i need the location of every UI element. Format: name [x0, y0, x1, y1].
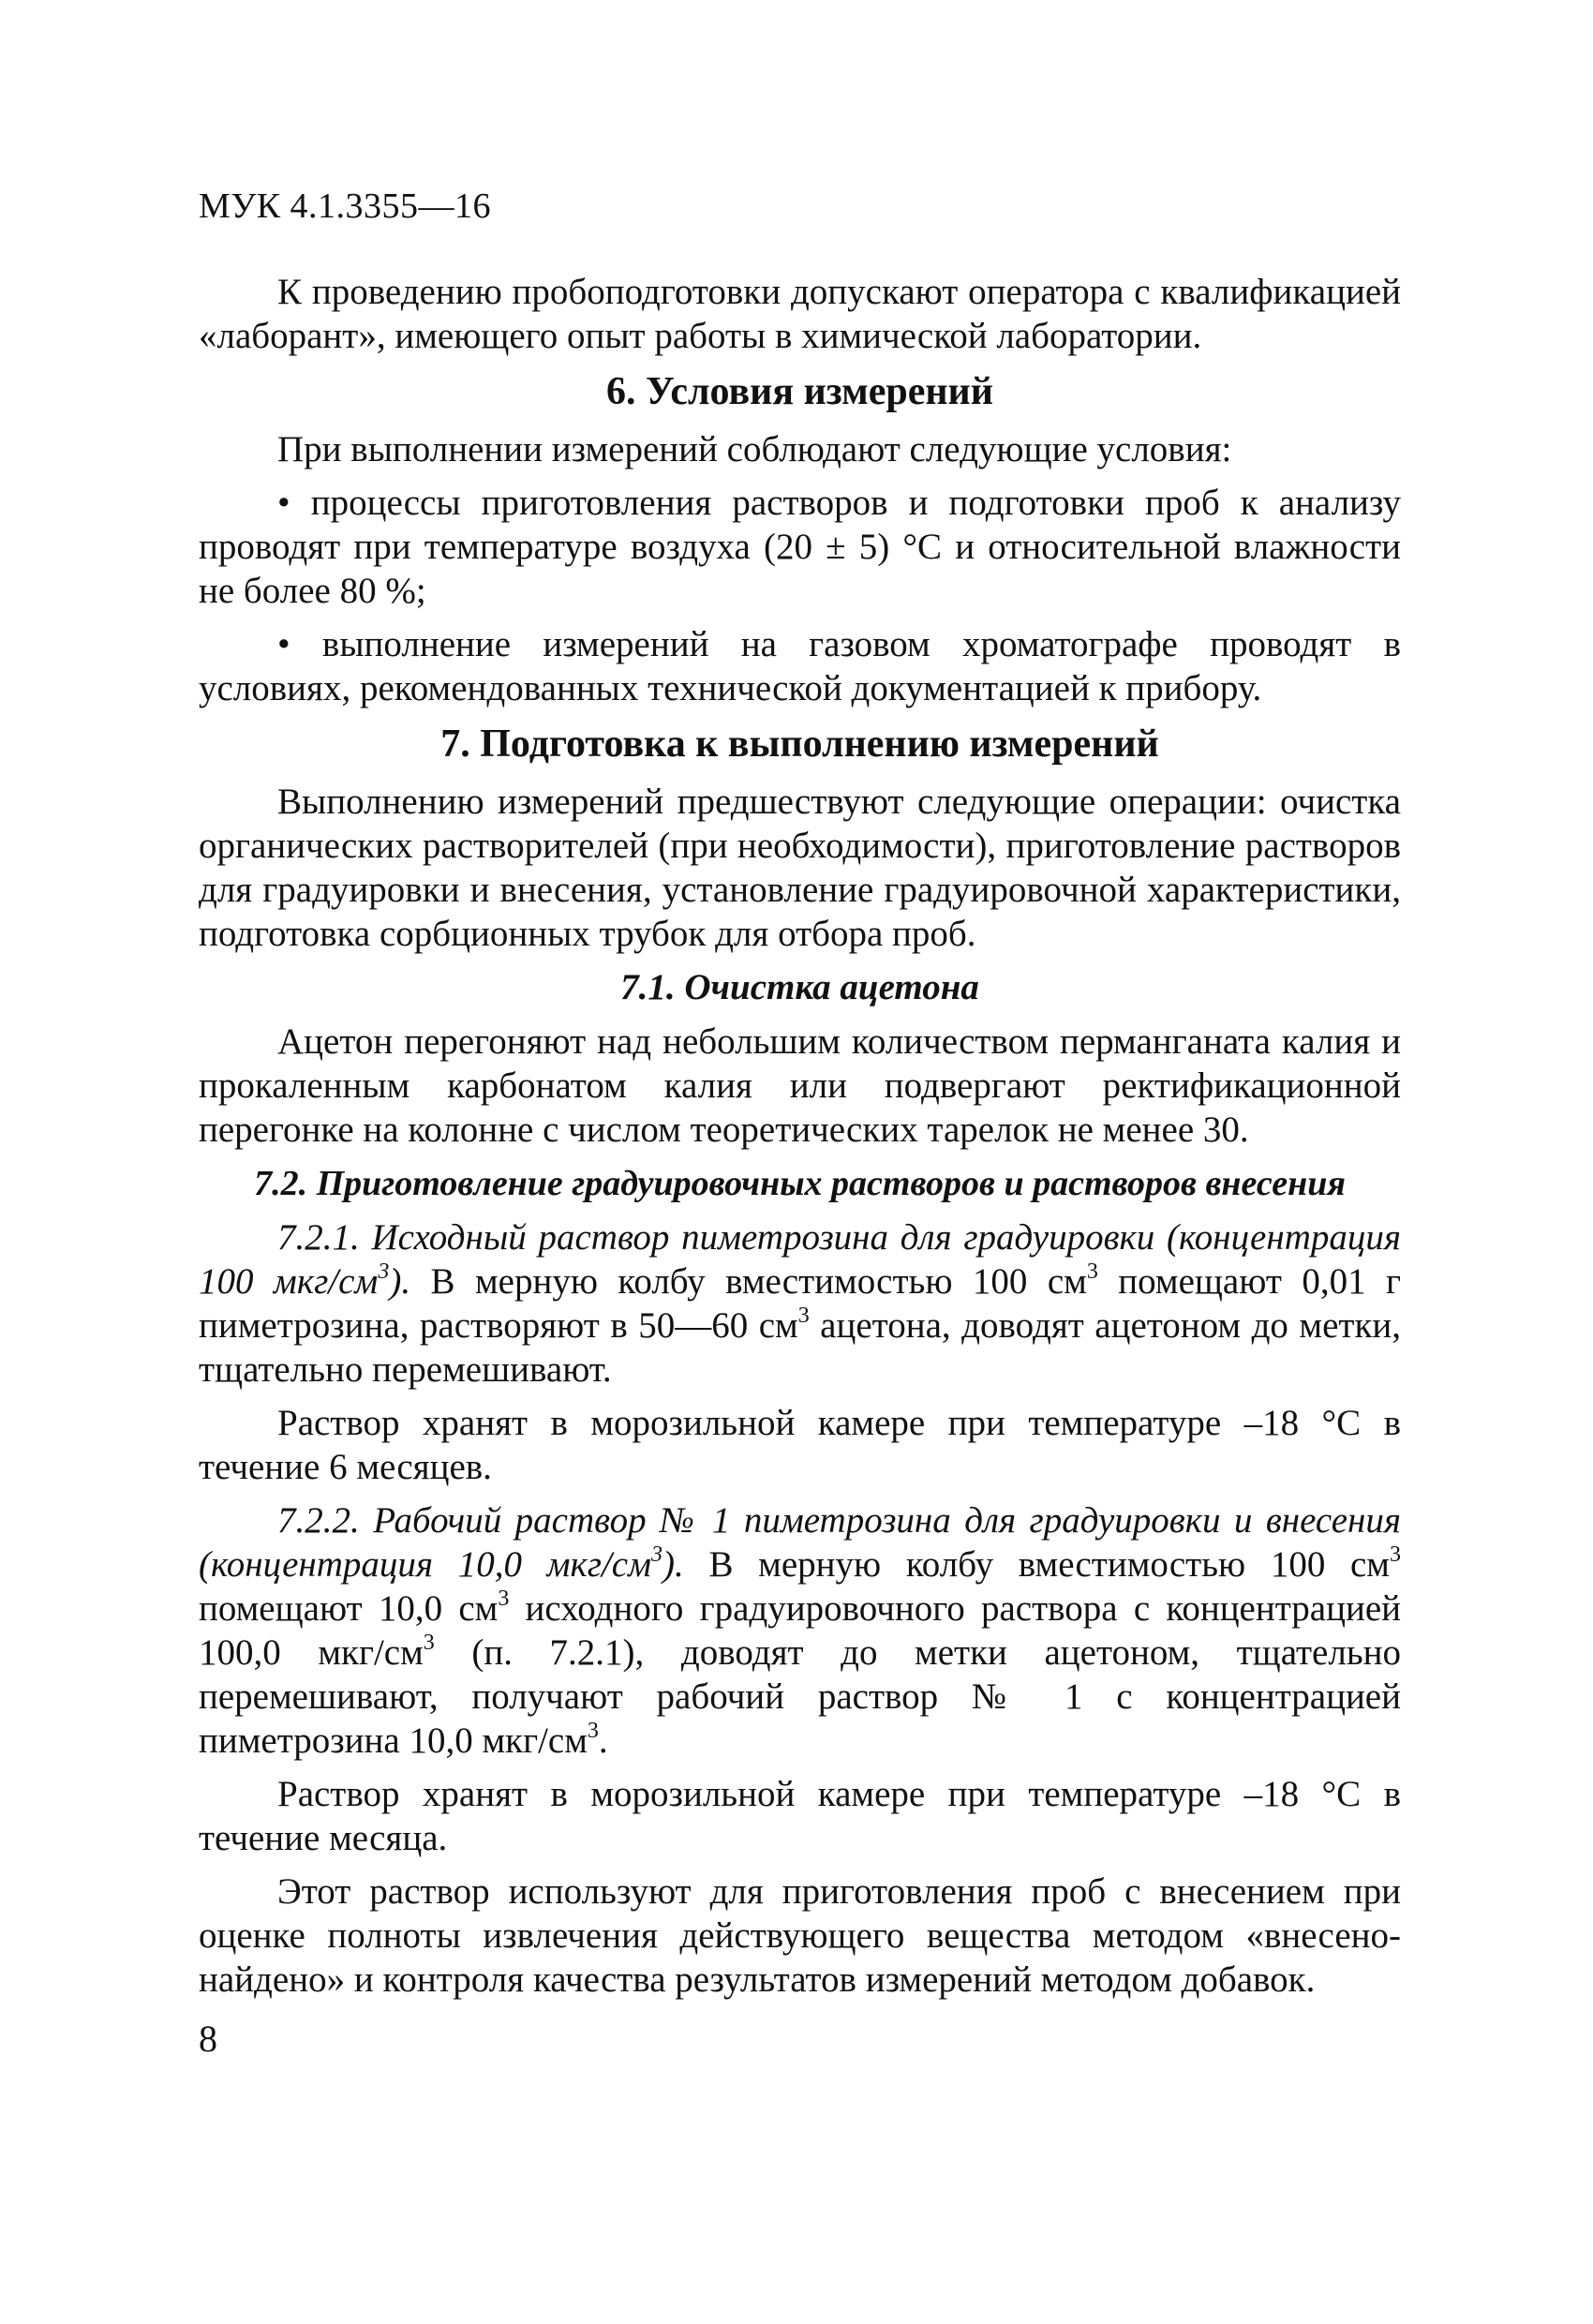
section-7-title: 7. Подготовка к выполнению измерений — [440, 723, 1159, 766]
section-7-2-2-text-b: помещают 10,0 см — [199, 1588, 499, 1629]
superscript-3: 3 — [797, 1304, 810, 1328]
section-7-2-1-heading-text: 7.2.1. Исходный раствор пиметрозина для градуировки (концентрация 100 мкг/см — [199, 1217, 1401, 1302]
superscript-3: 3 — [651, 1542, 663, 1567]
section-7-2-2-text-c: исходного градуировочного раствора с концентрацией 100,0 мкг/см — [199, 1588, 1401, 1673]
page-body — [199, 270, 1401, 2011]
section-7-2-2-text-a: В мерную колбу вместимостью 100 см — [683, 1544, 1390, 1585]
section-7-2-1-storage: Раствор хранят в морозильной камере при температуре –18 °С в течение 6 месяцев. — [199, 1403, 1401, 1487]
section-7-lead: Выполнению измерений предшествуют следующие операции: очистка органических растворителей (при необходимости), приготовление растворов для градуировки и внесения, установление градуировочной характеристики, подготовка сорбционных трубок для отбора проб. — [199, 782, 1401, 954]
section-7-2-2-paragraph — [199, 1498, 1401, 1763]
section-7-2-1-paragraph — [199, 1215, 1401, 1392]
section-7-2-2-storage: Раствор хранят в морозильной камере при температуре –18 °С в течение месяца. — [199, 1774, 1401, 1858]
section-6-lead: При выполнении измерений соблюдают следующие условия: — [277, 429, 1232, 469]
superscript-3: 3 — [1390, 1542, 1401, 1567]
section-7-2-2-text-d: (п. 7.2.1), доводят до метки ацетоном, тщательно перемешивают, получают рабочий раствор № 1 с концентрацией пиметрозина 10,0 мкг/см — [199, 1632, 1401, 1761]
section-6-bullet-2: • выполнение измерений на газовом хроматографе проводят в условиях, рекомендованных технической документацией к прибору. — [199, 624, 1401, 708]
superscript-3: 3 — [587, 1719, 599, 1743]
section-7-1-text: Ацетон перегоняют над небольшим количеством перманганата калия и прокаленным карбонатом калия или подвергают ректификационной перегонке на колонне с числом теоретических тарелок не менее 30. — [199, 1021, 1401, 1150]
section-7-2-2-usage: Этот раствор используют для приготовления проб с внесением при оценке полноты извлечения действующего вещества методом «внесено-найдено» и контроля качества результатов измерений методом добавок. — [199, 1871, 1401, 2000]
section-7-2-1-text-a: В мерную колбу вместимостью 100 см — [410, 1261, 1087, 1302]
superscript-3: 3 — [498, 1587, 510, 1611]
superscript-3: 3 — [378, 1259, 390, 1284]
section-7-1-title: 7.1. Очистка ацетона — [620, 967, 979, 1007]
section-6-bullet-1: • процессы приготовления растворов и подготовки проб к анализу проводят при температуре воздуха (20 ± 5) °С и относительной влажности не более 80 %; — [199, 483, 1401, 611]
section-7-2-2-heading-text: 7.2.2. Рабочий раствор № 1 пиметрозина для градуировки и внесения (концентрация 10,0 мкг/см — [199, 1500, 1401, 1585]
document-code-header: МУК 4.1.3355—16 — [199, 186, 492, 226]
section-7-2-1-text-c: ацетона, доводят ацетоном до метки, тщательно перемешивают. — [199, 1305, 1402, 1390]
section-7-2-1-text-b: помещают 0,01 г пиметрозина, растворяют в 50—60 см — [199, 1261, 1402, 1346]
superscript-3: 3 — [423, 1631, 435, 1655]
section-6-title: 6. Условия измерений — [606, 370, 993, 413]
superscript-3: 3 — [1086, 1259, 1098, 1284]
section-7-2-1-heading-end: ). — [389, 1261, 411, 1302]
section-7-2-2-heading-end: ). — [663, 1544, 684, 1585]
section-7-2-title: 7.2. Приготовление градуировочных растворов и растворов внесения — [254, 1164, 1346, 1203]
section-7-2-2-text-e: . — [598, 1721, 608, 1761]
page-number: 8 — [199, 2018, 217, 2060]
intro-paragraph: К проведению пробоподготовки допускают оператора с квалификацией «лаборант», имеющего опыт работы в химической лаборатории. — [199, 272, 1401, 356]
